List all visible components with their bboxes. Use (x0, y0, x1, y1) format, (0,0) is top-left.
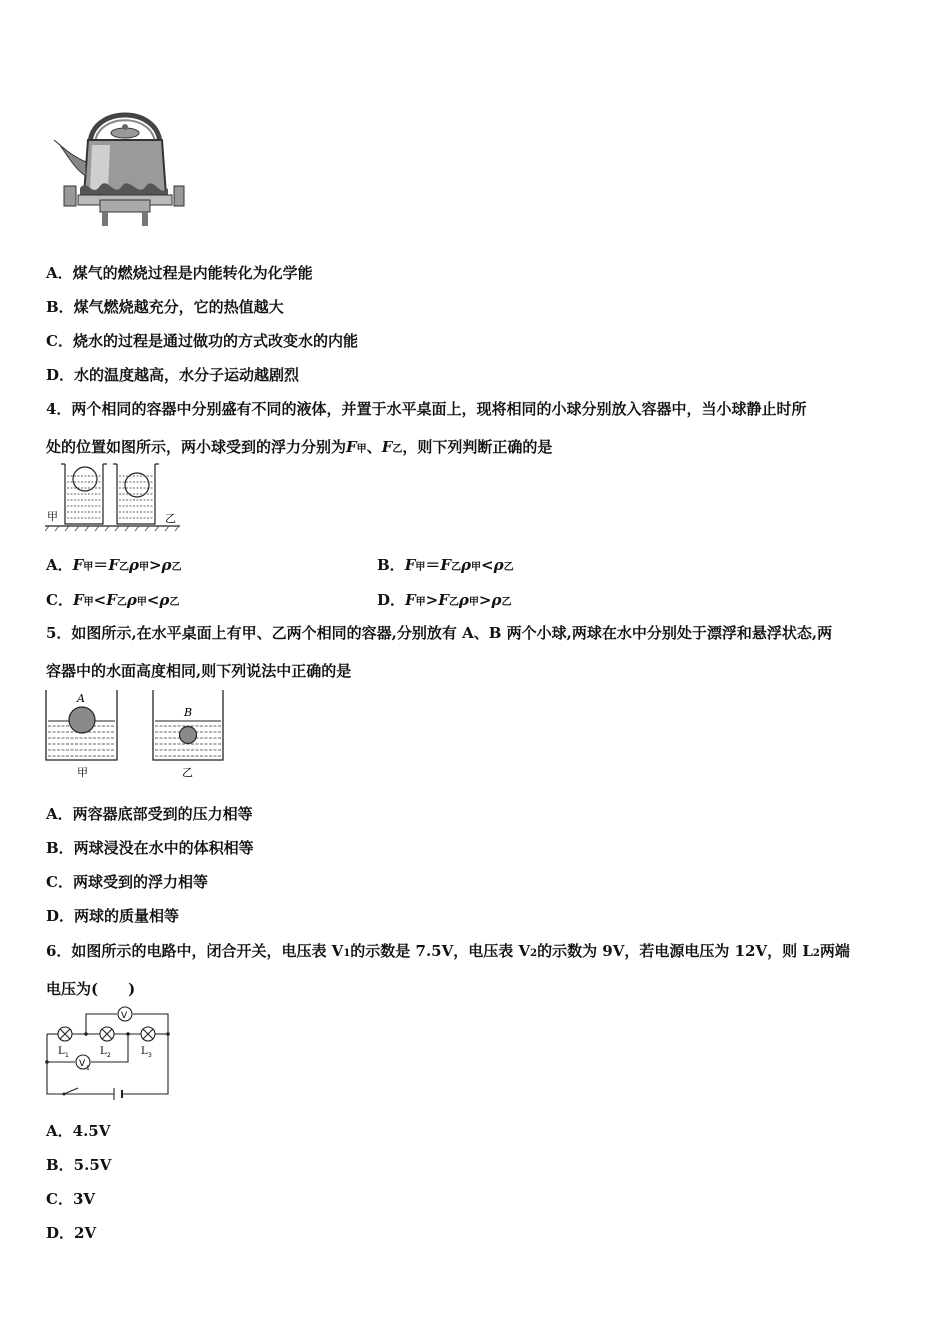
kettle-on-stove-figure (50, 100, 185, 228)
q4-option-a: A．F甲＝F乙ρ甲>ρ乙 (46, 556, 182, 574)
q5-fig-label-yi: 乙 (182, 766, 193, 779)
q6-fig-voltmeter-v: V (121, 1011, 128, 1021)
q6-fig-lamp-l2: L (100, 1046, 107, 1057)
q3-option-c: C．烧水的过程是通过做功的方式改变水的内能 (46, 332, 358, 350)
q4-stem-line2: 处的位置如图所示，两小球受到的浮力分别为F甲、F乙，则下列判断正确的是 (46, 438, 553, 456)
svg-text:1: 1 (65, 1052, 69, 1059)
q6-stem-line2: 电压为( ) (46, 980, 136, 998)
svg-text:3: 3 (148, 1052, 152, 1059)
q4-option-d: D．F甲>F乙ρ甲>ρ乙 (377, 591, 512, 609)
q5-stem-line2: 容器中的水面高度相同,则下列说法中正确的是 (46, 662, 352, 680)
q6-option-d: D．2V (46, 1224, 97, 1242)
q5-fig-ball-a-label: A (77, 692, 85, 705)
q4-two-beakers-figure (45, 462, 180, 532)
q6-fig-voltmeter-v1: V (79, 1059, 86, 1069)
q5-fig-ball-b-label: B (184, 706, 193, 719)
q4-stem-line1: 4．两个相同的容器中分别盛有不同的液体，并置于水平桌面上，现将相同的小球分别放入容器中，当小球静止时所 (46, 400, 807, 418)
q5-two-containers-figure (45, 688, 230, 783)
q6-fig-lamp-l1: L (58, 1046, 65, 1057)
q5-stem-line1: 5．如图所示,在水平桌面上有甲、乙两个相同的容器,分别放有 A、B 两个小球,两球在水中分别处于漂浮和悬浮状态,两 (46, 624, 833, 642)
q6-fig-lamp-l3: L (141, 1046, 148, 1057)
q5-fig-label-jia: 甲 (77, 766, 88, 779)
q5-option-d: D．两球的质量相等 (46, 907, 180, 925)
svg-text:2: 2 (107, 1052, 111, 1059)
q4-fig-label-jia: 甲 (47, 510, 58, 523)
q6-circuit-figure (44, 1004, 174, 1102)
q6-option-a: A．4.5V (46, 1122, 111, 1140)
q5-option-b: B．两球浸没在水中的体积相等 (46, 839, 254, 857)
q4-fig-label-yi: 乙 (165, 512, 176, 525)
q5-option-a: A．两容器底部受到的压力相等 (46, 805, 253, 823)
q4-option-b: B．F甲＝F乙ρ甲<ρ乙 (377, 556, 514, 574)
q3-option-b: B．煤气燃烧越充分，它的热值越大 (46, 298, 284, 316)
q4-option-c: C．F甲<F乙ρ甲<ρ乙 (46, 591, 180, 609)
q3-option-d: D．水的温度越高，水分子运动越剧烈 (46, 366, 300, 384)
q5-option-c: C．两球受到的浮力相等 (46, 873, 208, 891)
q6-stem-line1: 6．如图所示的电路中，闭合开关，电压表 V1的示数是 7.5V，电压表 V2的示数为 9V，若电源电压为 12V，则 L2两端 (46, 942, 850, 960)
svg-text:1: 1 (86, 1065, 90, 1072)
q3-option-a: A．煤气的燃烧过程是内能转化为化学能 (46, 264, 313, 282)
q6-option-c: C．3V (46, 1190, 96, 1208)
q6-option-b: B．5.5V (46, 1156, 112, 1174)
